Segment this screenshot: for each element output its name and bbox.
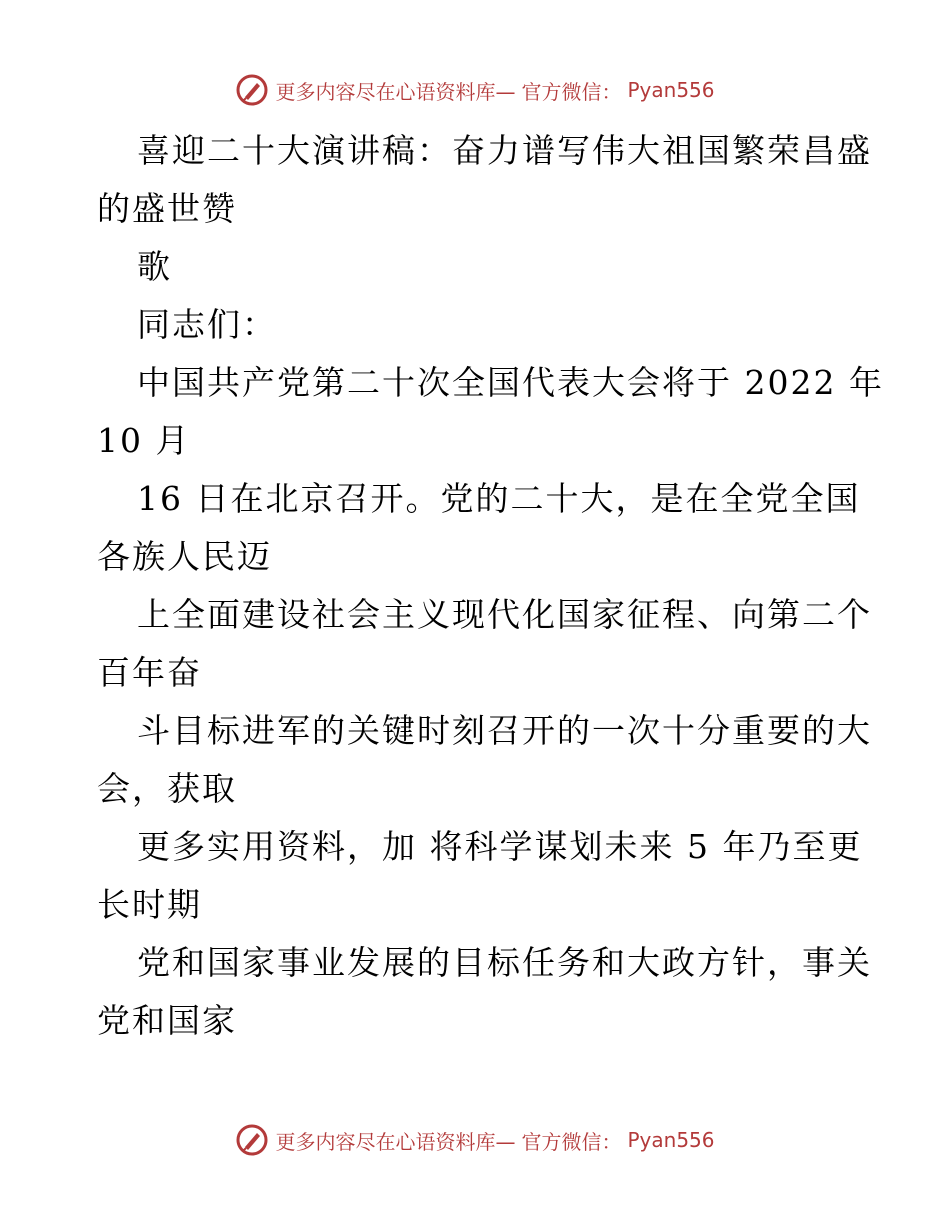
pen-seal-icon	[235, 73, 269, 107]
document-line: 歌	[137, 247, 172, 286]
document-line: 的盛世赞	[97, 189, 237, 228]
document-line: 各族人民迈	[97, 537, 272, 576]
document-line: 10 月	[97, 421, 191, 460]
document-line: 党和国家事业发展的目标任务和大政方针，事关	[137, 943, 872, 982]
pen-seal-icon	[235, 1123, 269, 1157]
document-line: 百年奋	[97, 653, 202, 692]
document-line: 长时期	[97, 885, 202, 924]
document-line: 更多实用资料，加 将科学谋划未来 5 年乃至更	[137, 827, 863, 866]
document-line: 会，获取	[97, 769, 237, 808]
document-line: 同志们：	[137, 305, 277, 344]
document-body	[97, 122, 884, 1050]
watermark-site-text: 更多内容尽在心语资料库—	[275, 79, 516, 104]
document-line: 中国共产党第二十次全国代表大会将于 2022 年	[137, 363, 884, 402]
watermark-wechat-id: Pyan556	[627, 1128, 715, 1152]
header-watermark	[0, 70, 950, 110]
watermark-wechat-label: 官方微信：	[521, 79, 622, 104]
watermark-wechat-label: 官方微信：	[521, 1129, 622, 1154]
document-line: 党和国家	[97, 1001, 237, 1040]
watermark-wechat-id: Pyan556	[627, 78, 715, 102]
footer-watermark	[0, 1120, 950, 1160]
document-line: 16 日在北京召开。党的二十大，是在全党全国	[137, 479, 861, 518]
watermark-site-text: 更多内容尽在心语资料库—	[275, 1129, 516, 1154]
document-line: 喜迎二十大演讲稿：奋力谱写伟大祖国繁荣昌盛	[137, 131, 872, 170]
document-line: 上全面建设社会主义现代化国家征程、向第二个	[137, 595, 872, 634]
document-line: 斗目标进军的关键时刻召开的一次十分重要的大	[137, 711, 872, 750]
